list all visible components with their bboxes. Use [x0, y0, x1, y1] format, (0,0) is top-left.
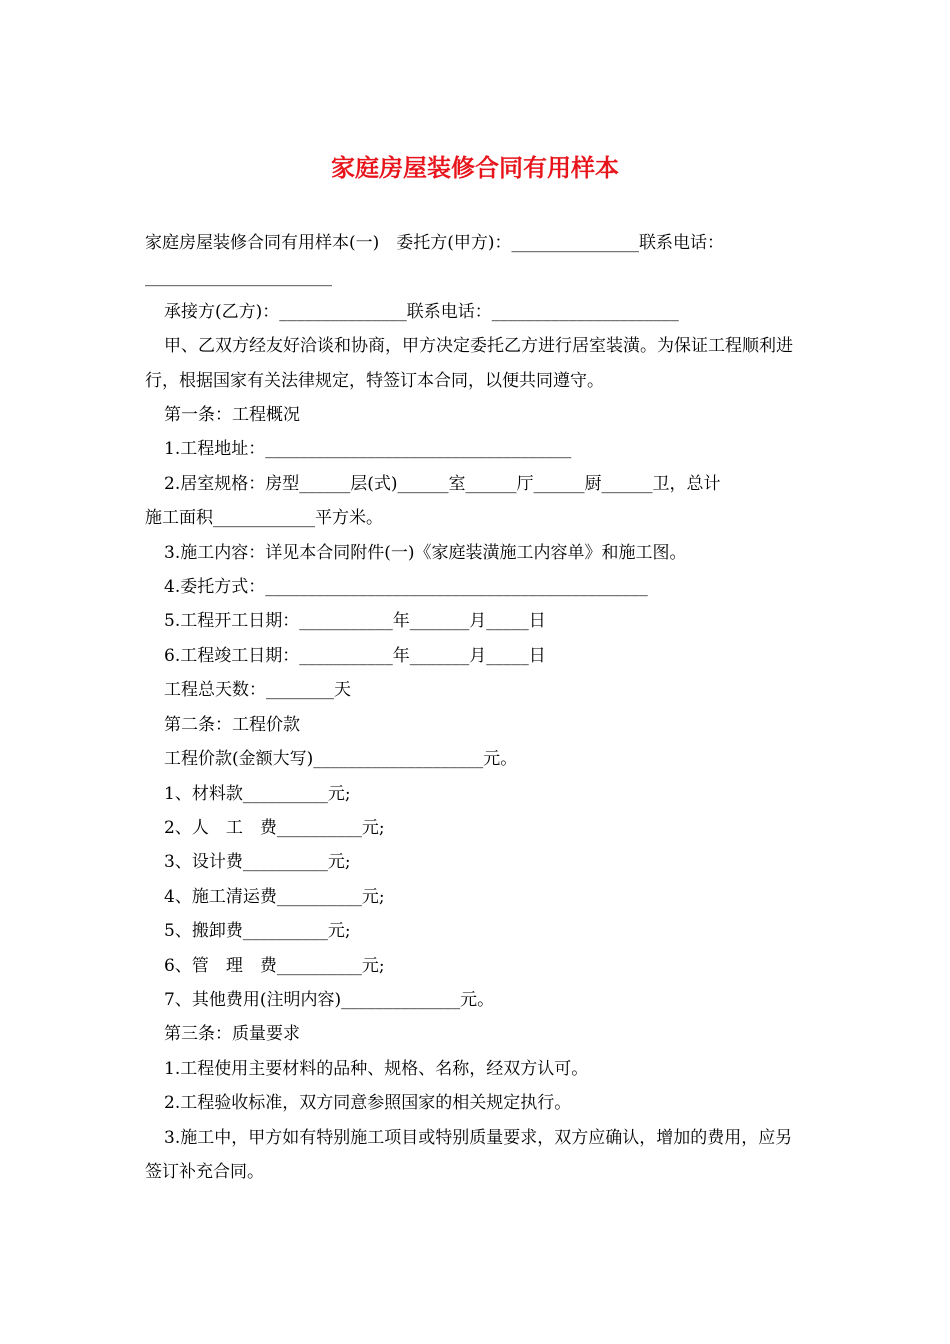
- document-title: 家庭房屋装修合同有用样本: [331, 153, 619, 182]
- clause-line: 工程总天数：________天: [164, 680, 351, 701]
- section-heading: 第三条：质量要求: [164, 1024, 300, 1045]
- fee-line: 4、施工清运费__________元;: [164, 886, 385, 907]
- clause-line: 5.工程开工日期：___________年_______月_____日: [164, 611, 546, 632]
- section-heading: 第一条：工程概况: [164, 405, 300, 426]
- intro-line: 家庭房屋装修合同有用样本(一) 委托方(甲方)：_______________联系电话：: [145, 233, 725, 253]
- clause-line: 工程价款(金额大写)____________________元。: [164, 749, 518, 770]
- clause-line: 施工面积____________平方米。: [145, 508, 383, 529]
- fee-line: 5、搬卸费__________元;: [164, 921, 351, 942]
- contractor-line: 承接方(乙方)：_______________联系电话：______________________: [164, 301, 679, 322]
- phone-blank-line: ______________________: [145, 267, 332, 288]
- fee-line: 1、材料款__________元;: [164, 783, 351, 804]
- fee-line: 6、管 理 费__________元;: [164, 955, 385, 976]
- clause-line: 1.工程使用主要材料的品种、规格、名称，经双方认可。: [164, 1058, 589, 1079]
- clause-line: 2.居室规格：房型______层(式)______室______厅______厨______卫，总计: [164, 473, 721, 494]
- clause-paragraph: 3.施工中，甲方如有特别施工项目或特别质量要求，双方应确认，增加的费用，应另签订补充合同。: [145, 1127, 793, 1182]
- fee-line: 2、人 工 费__________元;: [164, 817, 385, 838]
- clause-line: 3.施工内容：详见本合同附件(一)《家庭装潢施工内容单》和施工图。: [164, 542, 687, 563]
- preamble-paragraph: 甲、乙双方经友好洽谈和协商，甲方决定委托乙方进行居室装潢。为保证工程顺利进行，根据国家有关法律规定，特签订本合同，以便共同遵守。: [145, 336, 793, 391]
- fee-line: 7、其他费用(注明内容)______________元。: [164, 989, 495, 1010]
- clause-line: 1.工程地址：____________________________________: [164, 439, 572, 460]
- clause-line: 6.工程竣工日期：___________年_______月_____日: [164, 645, 546, 666]
- clause-line: 4.委托方式：_____________________________________________: [164, 577, 648, 598]
- clause-line: 2.工程验收标准，双方同意参照国家的相关规定执行。: [164, 1093, 572, 1114]
- section-heading: 第二条：工程价款: [164, 714, 300, 735]
- document-body: [145, 226, 805, 1189]
- fee-line: 3、设计费__________元;: [164, 852, 351, 873]
